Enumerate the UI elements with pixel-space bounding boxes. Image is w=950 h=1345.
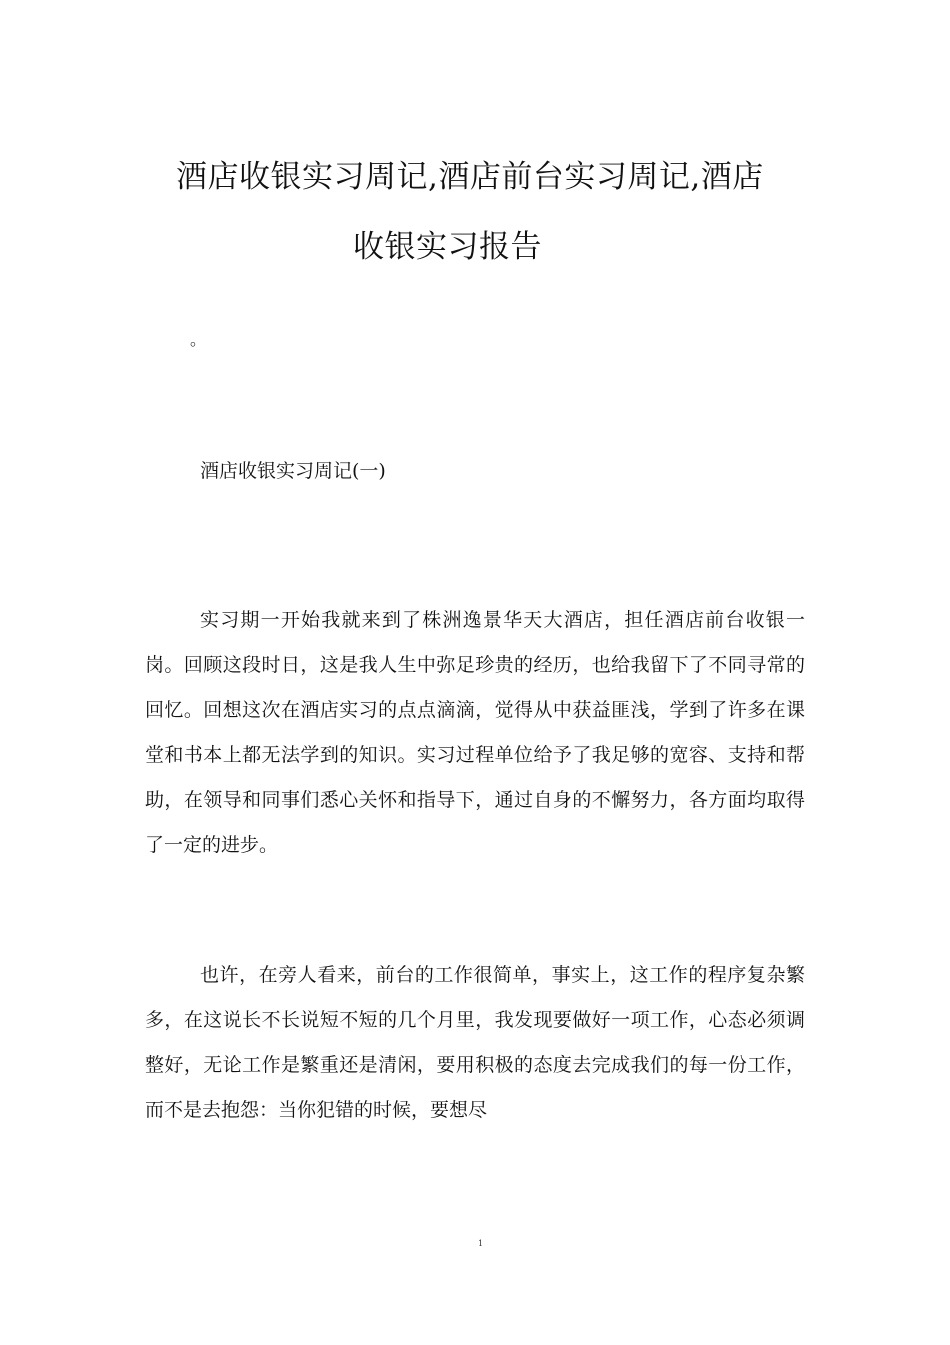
stray-punctuation: 。: [190, 330, 207, 349]
body-paragraph-1: 实习期一开始我就来到了株洲逸景华天大酒店，担任酒店前台收银一岗。回顾这段时日，这是我人生中弥足珍贵的经历，也给我留下了不同寻常的回忆。回想这次在酒店实习的点点滴滴，觉得从中获益匪浅，学到了许多在课堂和书本上都无法学到的知识。实习过程单位给予了我足够的宽容、支持和帮助，在领导和同事们悉心关怀和指导下，通过自身的不懈努力，各方面均取得了一定的进步。: [145, 609, 805, 856]
document-title-line-1: 酒店收银实习周记,酒店前台实习周记,酒店: [176, 159, 764, 195]
body-paragraph-2: 也许，在旁人看来，前台的工作很简单，事实上，这工作的程序复杂繁多，在这说长不长说短不短的几个月里，我发现要做好一项工作，心态必须调整好，无论工作是繁重还是清闲，要用积极的态度去完成我们的每一份工作，而不是去抱怨：当你犯错的时候，要想尽: [145, 964, 805, 1121]
document-title-line-2: 收银实习报告: [353, 229, 542, 265]
page-number: 1: [478, 1239, 484, 1248]
section-heading: 酒店收银实习周记(一): [200, 460, 386, 482]
